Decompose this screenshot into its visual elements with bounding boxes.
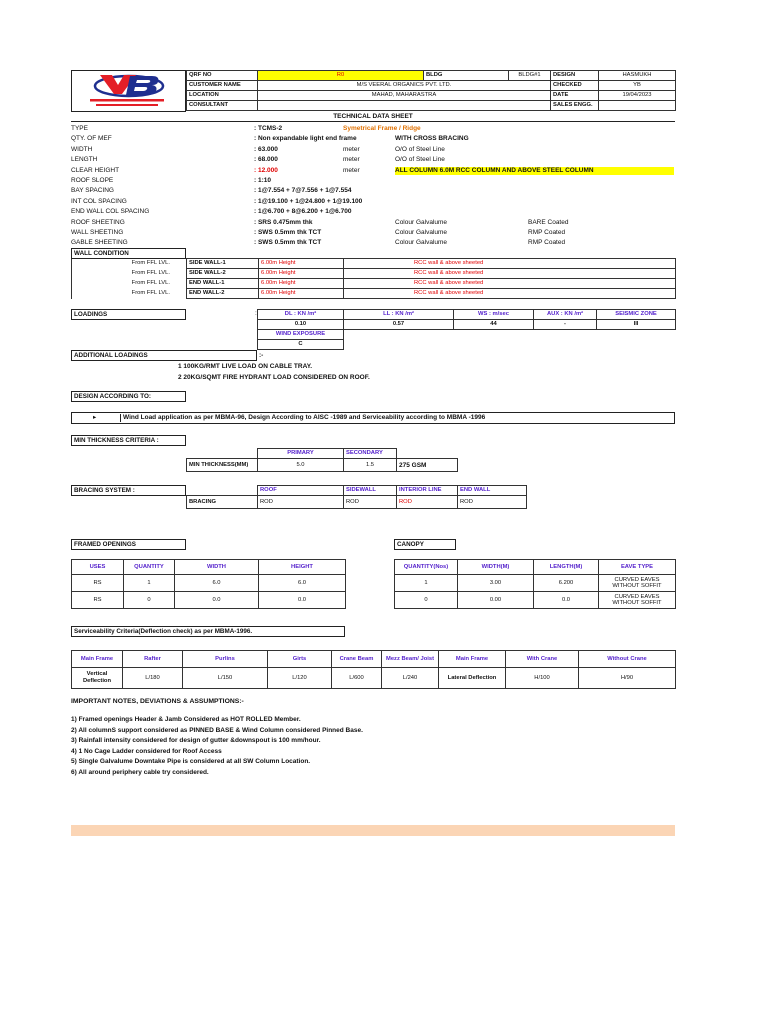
wall-note: RCC wall & above sheeted <box>344 269 676 279</box>
wall-from-label: From FFL LVL. <box>72 259 187 269</box>
spec-note: O/O of Steel Line <box>395 145 445 153</box>
spec-coating: RMP Coated <box>528 229 566 236</box>
primary-header: PRIMARY <box>258 449 344 459</box>
spec-value: : 63.000 <box>254 145 278 153</box>
wall-note: RCC wall & above sheeted <box>344 289 676 299</box>
bracing-roof-header: ROOF <box>258 486 344 496</box>
canopy-cell: 6.200 <box>534 575 599 592</box>
note-item: 3) Rainfall intensity considered for design of gutter &downspout is 100 mm/hour. <box>71 737 321 745</box>
location-value: MAHAD, MAHARASTRA <box>258 91 551 101</box>
wall-name: END WALL-1 <box>187 279 259 289</box>
table-row <box>72 575 346 592</box>
table-row <box>72 592 346 609</box>
spec-unit: meter <box>343 156 360 164</box>
bracing-interior-header: INTERIOR LINE <box>397 486 458 496</box>
wall-row <box>72 269 676 279</box>
bracing-row-label: BRACING <box>187 496 258 509</box>
spec-note: O/O of Steel Line <box>395 156 445 164</box>
spec-label: WALL SHEETING <box>71 229 124 236</box>
serviceability-header: Without Crane <box>579 651 676 668</box>
primary-value: 5.0 <box>258 459 344 472</box>
wall-row <box>72 279 676 289</box>
bullet-icon: ▸ <box>93 414 97 421</box>
wall-from-label: From FFL LVL. <box>72 289 187 299</box>
bracing-interior-value: ROD <box>397 496 458 509</box>
spec-note: Colour Galvalume <box>395 218 448 226</box>
wall-note: RCC wall & above sheeted <box>344 279 676 289</box>
ws-value: 44 <box>454 320 534 330</box>
ll-header: LL : KN /m² <box>344 310 454 320</box>
wall-row <box>72 289 676 299</box>
wall-from-label: From FFL LVL. <box>72 279 187 289</box>
spec-value: : SWS 0.5mm thk TCT <box>254 229 322 236</box>
sheet-title: TECHNICAL DATA SHEET <box>71 113 675 122</box>
serviceability-header: Main Frame <box>439 651 506 668</box>
serviceability-cell: L/600 <box>332 668 382 689</box>
spec-label: LENGTH <box>71 156 98 164</box>
spec-unit: meter <box>343 145 360 153</box>
min-thickness-title: MIN THICKNESS CRITERIA : <box>71 435 186 446</box>
seismic-header: SEISMIC ZONE <box>597 310 676 320</box>
spec-label: GABLE SHEETING <box>71 239 128 247</box>
serviceability-table <box>71 650 676 689</box>
min-thickness-row-label: MIN THICKNESS(MM) <box>187 459 258 472</box>
spec-value: : 1@19.100 + 1@24.800 + 1@19.100 <box>254 197 363 205</box>
bracing-table <box>186 485 527 509</box>
serviceability-title: Serviceability Criteria(Deflection check) as per MBMA-1996. <box>71 626 345 637</box>
bracing-title: BRACING SYSTEM : <box>71 485 186 496</box>
framed-openings-cell: 6.0 <box>259 575 346 592</box>
serviceability-cell: L/150 <box>183 668 268 689</box>
wall-height: 6.00m Height <box>259 269 344 279</box>
consultant-value <box>258 101 551 111</box>
secondary-value: 1.5 <box>344 459 397 472</box>
bracing-sidewall-value: ROD <box>344 496 397 509</box>
framed-openings-cell: 1 <box>124 575 175 592</box>
spec-value: : 1@6.700 + 8@6.200 + 1@6.700 <box>254 208 352 216</box>
framed-openings-header: USES <box>72 560 124 575</box>
date-value: 19/04/2023 <box>599 91 676 101</box>
canopy-cell: CURVED EAVES WITHOUT SOFFIT <box>599 575 676 592</box>
canopy-table <box>394 559 676 609</box>
wall-from-label: From FFL LVL. <box>72 269 187 279</box>
header-table <box>186 70 676 111</box>
spec-label: INT COL SPACING <box>71 197 127 205</box>
secondary-header: SECONDARY <box>344 449 397 459</box>
design-label: DESIGN <box>551 71 599 81</box>
note-item: 2) All columnS support considered as PINNED BASE & Wind Column considered Pinned Base. <box>71 726 363 734</box>
framed-openings-table <box>71 559 346 609</box>
serviceability-header: With Crane <box>506 651 579 668</box>
wall-height: 6.00m Height <box>259 279 344 289</box>
wind-exposure-value: C <box>258 340 344 350</box>
spec-note: ALL COLUMN 6.0M RCC COLUMN AND ABOVE STEEL COLUMN <box>395 167 674 175</box>
framed-openings-title: FRAMED OPENINGS <box>71 539 186 550</box>
dl-value: 0.10 <box>258 320 344 330</box>
spec-value: : 68.000 <box>254 156 278 164</box>
wall-name: SIDE WALL-2 <box>187 269 259 279</box>
bracing-endwall-header: END WALL <box>458 486 527 496</box>
wall-height: 6.00m Height <box>259 259 344 269</box>
canopy-cell: CURVED EAVES WITHOUT SOFFIT <box>599 592 676 609</box>
canopy-header: QUANTITY(Nos) <box>395 560 458 575</box>
spec-value: : Non expandable light end frame <box>254 135 357 143</box>
ws-header: WS : m/sec <box>454 310 534 320</box>
seismic-value: III <box>597 320 676 330</box>
canopy-cell: 0.0 <box>534 592 599 609</box>
spec-value: : SRS 0.475mm thk <box>254 218 313 226</box>
canopy-cell: 0 <box>395 592 458 609</box>
serviceability-header: Purlins <box>183 651 268 668</box>
spec-coating: BARE Coated <box>528 218 569 226</box>
aux-header: AUX : KN /m² <box>534 310 597 320</box>
customer-label: CUSTOMER NAME <box>187 81 258 91</box>
consultant-label: CONSULTANT <box>187 101 258 111</box>
additional-loadings-colon: :- <box>259 352 264 359</box>
note-item: 6) All around periphery cable try considered. <box>71 769 209 776</box>
note-item: 5) Single Galvalume Downtake Pipe is considered at all SW Column Location. <box>71 758 311 766</box>
ll-value: 0.57 <box>344 320 454 330</box>
design-value: HASMUKH <box>599 71 676 81</box>
wall-condition-title: WALL CONDITION <box>71 248 186 259</box>
spec-value: : TCMS-2 <box>254 125 283 132</box>
spec-note: Symetrical Frame / Ridge <box>343 125 421 132</box>
checked-label: CHECKED <box>551 81 599 91</box>
serviceability-cell: Lateral Deflection <box>439 668 506 689</box>
qrf-label: QRF NO <box>187 71 258 81</box>
framed-openings-header: HEIGHT <box>259 560 346 575</box>
spec-value: : 12.000 <box>254 166 278 174</box>
table-row <box>395 575 676 592</box>
wall-condition-table <box>71 258 676 299</box>
bracing-roof-value: ROD <box>258 496 344 509</box>
checked-value: YB <box>599 81 676 91</box>
serviceability-header: Rafter <box>123 651 183 668</box>
sales-value <box>599 101 676 111</box>
spec-note: Colour Galvalume <box>395 229 448 236</box>
qrf-value: R0 <box>258 71 424 81</box>
spec-label: END WALL COL SPACING <box>71 208 150 216</box>
wind-exposure-header: WIND EXPOSURE <box>258 330 344 340</box>
date-label: DATE <box>551 91 599 101</box>
bracing-endwall-value: ROD <box>458 496 527 509</box>
framed-openings-header: QUANTITY <box>124 560 175 575</box>
spec-note: WITH CROSS BRACING <box>395 135 469 143</box>
wall-note: RCC wall & above sheeted <box>344 259 676 269</box>
framed-openings-cell: 0.0 <box>259 592 346 609</box>
canopy-header: EAVE TYPE <box>599 560 676 575</box>
wall-name: END WALL-2 <box>187 289 259 299</box>
spec-label: CLEAR HEIGHT <box>71 166 120 174</box>
spec-value: : SWS 0.5mm thk TCT <box>254 239 322 247</box>
notes-title: IMPORTANT NOTES, DEVIATIONS & ASSUMPTIONS:- <box>71 698 244 705</box>
design-text: Wind Load application as per MBMA-96, Design According to AISC -1989 and Serviceability according to MBMA -1996 <box>120 414 485 422</box>
additional-load-2: 2 20KG/SQMT FIRE HYDRANT LOAD CONSIDERED ON ROOF. <box>178 374 370 381</box>
spec-label: ROOF SHEETING <box>71 218 125 226</box>
framed-openings-cell: RS <box>72 592 124 609</box>
spec-value: : 1:10 <box>254 177 271 184</box>
note-item: 4) 1 No Cage Ladder considered for Roof Access <box>71 747 222 755</box>
customer-value: M/S VEERAL ORGANICS PVT. LTD. <box>258 81 551 91</box>
additional-loadings-title: ADDITIONAL LOADINGS <box>71 350 257 361</box>
wall-row <box>72 259 676 269</box>
loadings-title: LOADINGS <box>71 309 186 320</box>
framed-openings-cell: 0 <box>124 592 175 609</box>
bldg-value: BLDG#1 <box>509 71 551 81</box>
canopy-cell: 3.00 <box>458 575 534 592</box>
spec-coating: RMP Coated <box>528 239 566 247</box>
spec-label: BAY SPACING <box>71 187 114 195</box>
aux-value: - <box>534 320 597 330</box>
dl-header: DL : KN /m² <box>258 310 344 320</box>
serviceability-header: Girts <box>268 651 332 668</box>
canopy-header: LENGTH(M) <box>534 560 599 575</box>
framed-openings-cell: 6.0 <box>175 575 259 592</box>
framed-openings-header: WIDTH <box>175 560 259 575</box>
serviceability-cell: L/120 <box>268 668 332 689</box>
table-row <box>395 592 676 609</box>
footer-band <box>71 825 675 836</box>
bracing-sidewall-header: SIDEWALL <box>344 486 397 496</box>
spec-note: Colour Galvalume <box>395 239 448 247</box>
wall-name: SIDE WALL-1 <box>187 259 259 269</box>
spec-label: TYPE <box>71 125 88 132</box>
min-thickness-table <box>186 448 458 472</box>
design-title: DESIGN ACCORDING TO: <box>71 391 186 402</box>
spec-value: : 1@7.554 + 7@7.556 + 1@7.554 <box>254 187 352 195</box>
serviceability-cell: H/90 <box>579 668 676 689</box>
canopy-cell: 1 <box>395 575 458 592</box>
serviceability-header: Mezz Beam/ Joist <box>382 651 439 668</box>
loadings-colon: : <box>255 310 257 317</box>
canopy-cell: 0.00 <box>458 592 534 609</box>
spec-label: ROOF SLOPE <box>71 177 114 184</box>
canopy-title: CANOPY <box>394 539 456 550</box>
framed-openings-cell: 0.0 <box>175 592 259 609</box>
additional-load-1: 1 100KG/RMT LIVE LOAD ON CABLE TRAY. <box>178 363 313 370</box>
serviceability-cell: L/180 <box>123 668 183 689</box>
bldg-label: BLDG <box>424 71 509 81</box>
serviceability-header: Crane Beam <box>332 651 382 668</box>
wall-height: 6.00m Height <box>259 289 344 299</box>
loadings-table <box>257 309 676 350</box>
serviceability-cell: Vertical Deflection <box>72 668 123 689</box>
sales-label: SALES ENGG. <box>551 101 599 111</box>
spec-label: QTY. OF MEF <box>71 135 112 143</box>
spec-unit: meter <box>343 166 360 174</box>
canopy-header: WIDTH(M) <box>458 560 534 575</box>
serviceability-header: Main Frame <box>72 651 123 668</box>
serviceability-cell: L/240 <box>382 668 439 689</box>
company-logo <box>82 72 172 110</box>
framed-openings-cell: RS <box>72 575 124 592</box>
note-item: 1) Framed openings Header & Jamb Considered as HOT ROLLED Member. <box>71 716 301 723</box>
serviceability-cell: H/100 <box>506 668 579 689</box>
gsm-value: 275 GSM <box>397 459 458 472</box>
spec-label: WIDTH <box>71 145 93 153</box>
location-label: LOCATION <box>187 91 258 101</box>
